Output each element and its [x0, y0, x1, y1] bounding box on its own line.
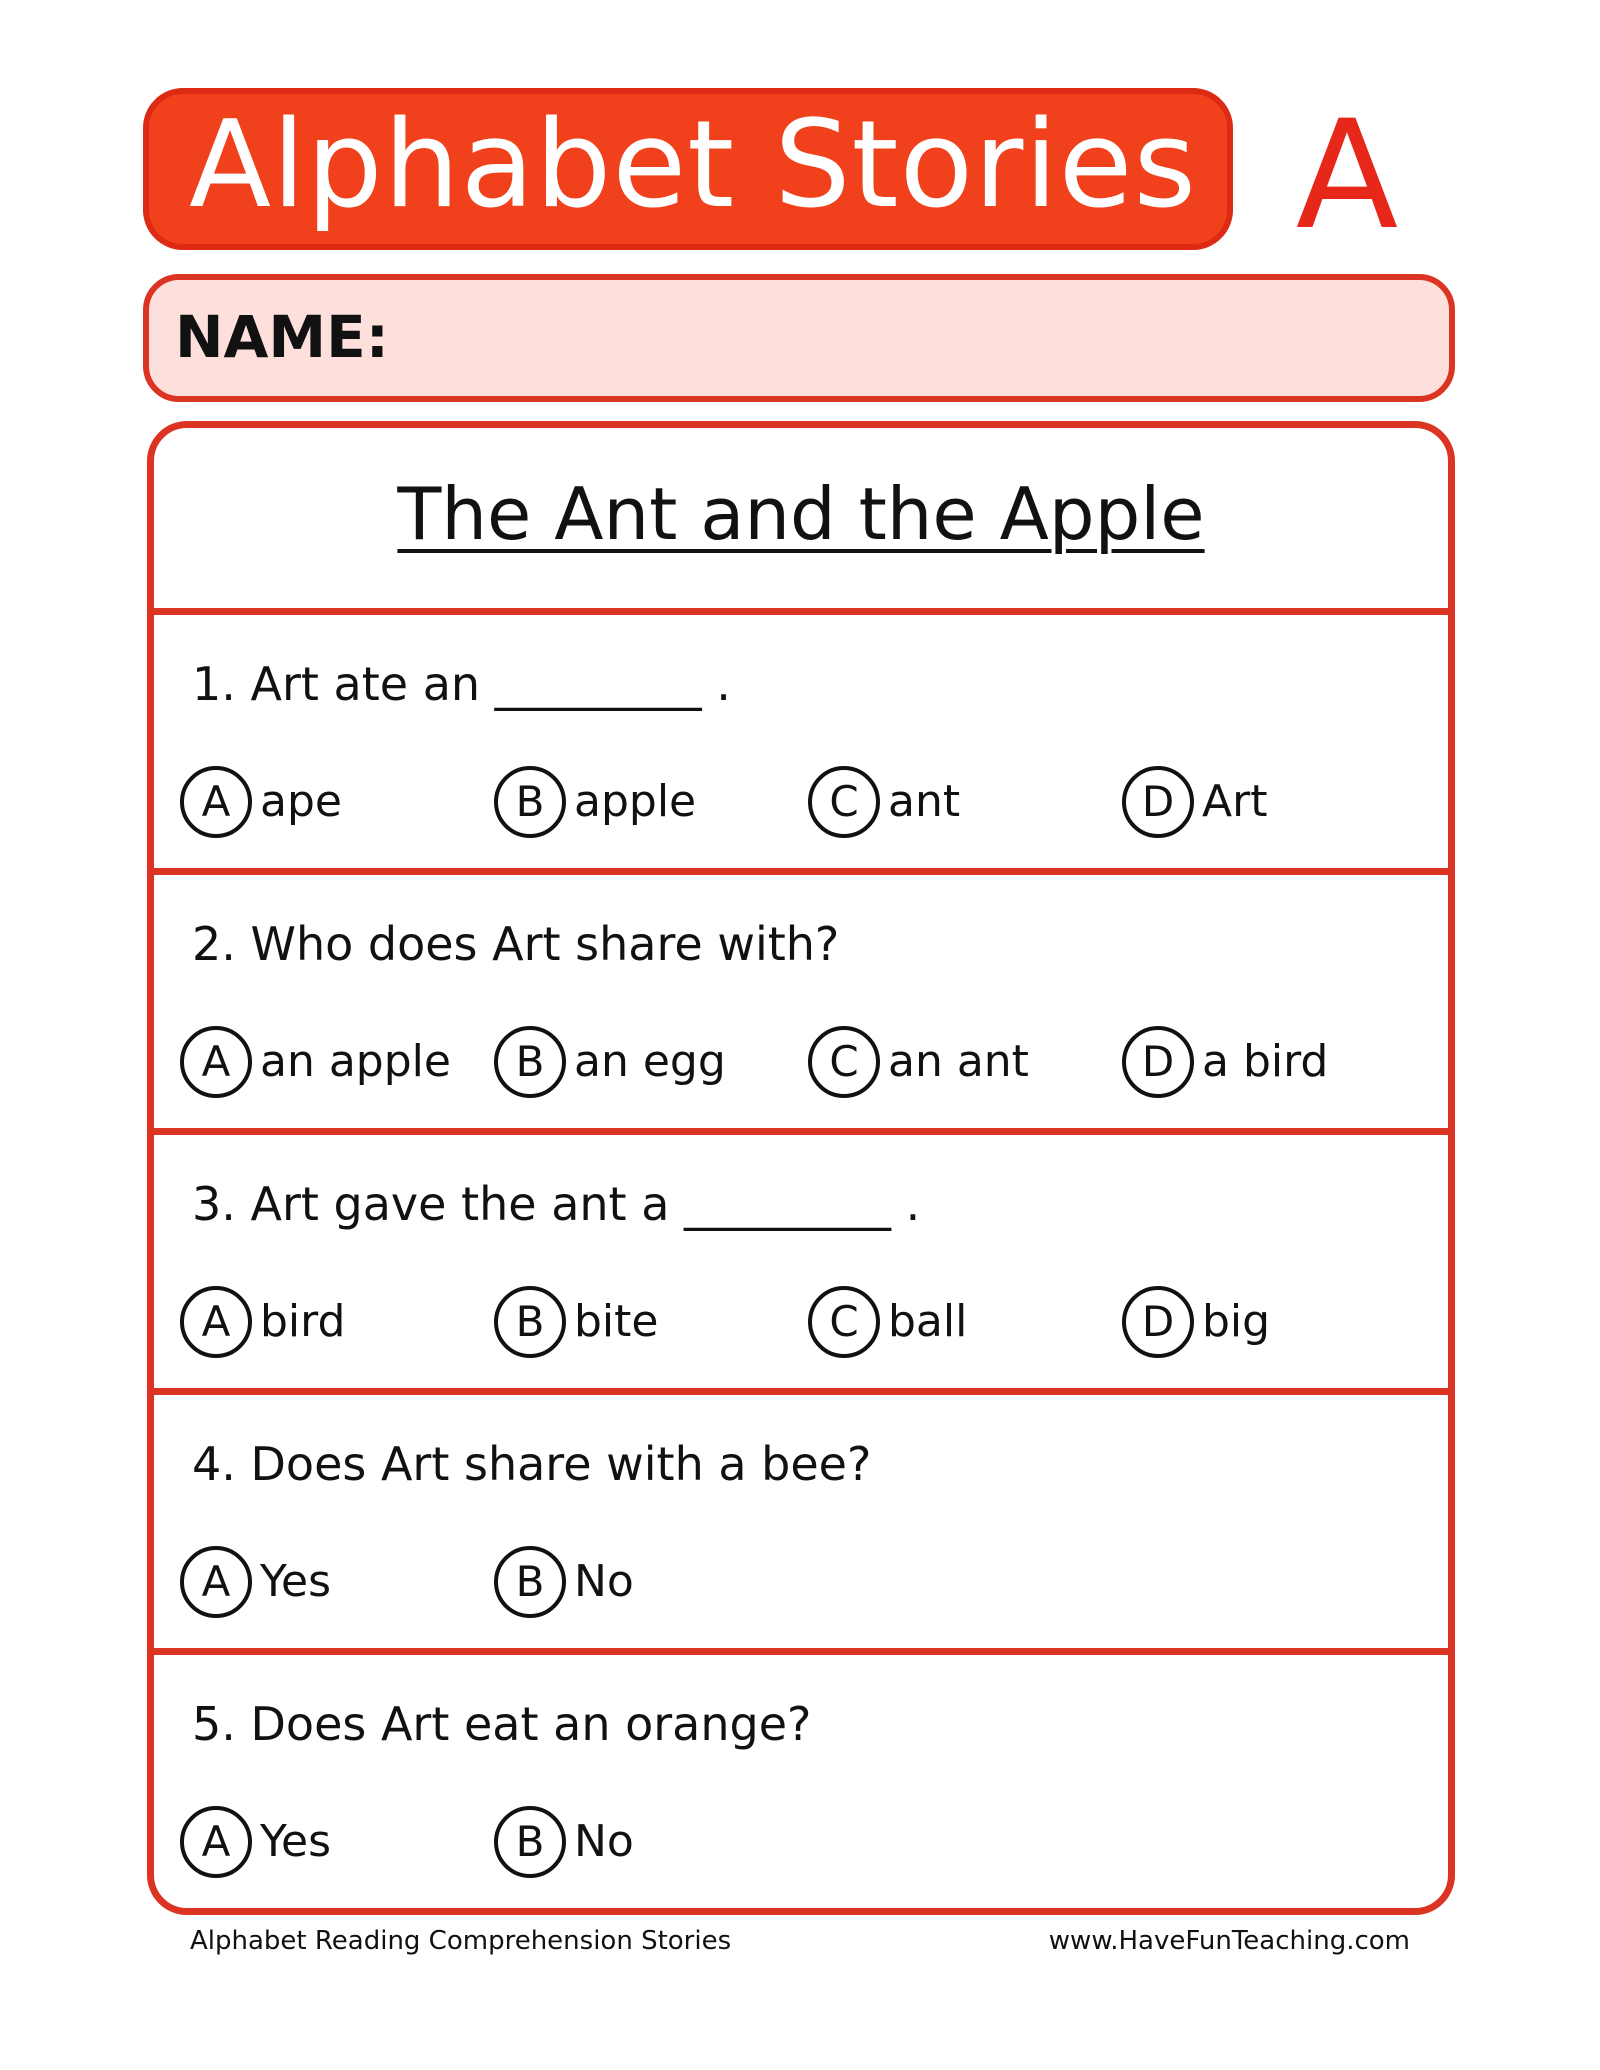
answer-option-a[interactable]	[180, 1801, 331, 1883]
story-title: The Ant and the Apple	[397, 472, 1205, 556]
question-5	[154, 1655, 1448, 1915]
question-1	[154, 615, 1448, 875]
answer-option-a[interactable]	[180, 1541, 331, 1623]
option-text: ant	[888, 776, 961, 827]
answer-option-b[interactable]	[494, 1021, 726, 1103]
option-letter-circle[interactable]: C	[808, 766, 880, 838]
answer-option-b[interactable]	[494, 1801, 634, 1883]
title-banner	[143, 88, 1233, 250]
option-text: Yes	[260, 1816, 332, 1867]
option-text: apple	[574, 776, 697, 827]
question-3	[154, 1135, 1448, 1395]
story-header	[154, 428, 1448, 615]
answer-options	[180, 1281, 1430, 1363]
answer-option-c[interactable]	[808, 1281, 967, 1363]
answer-option-a[interactable]	[180, 1021, 451, 1103]
option-letter-circle[interactable]: C	[808, 1286, 880, 1358]
page-title: Alphabet Stories	[188, 96, 1198, 235]
option-text: ball	[888, 1296, 968, 1347]
question-text: 2. Who does Art share with?	[192, 917, 840, 971]
option-text: No	[574, 1556, 634, 1607]
answer-option-c[interactable]	[808, 761, 960, 843]
question-text: 5. Does Art eat an orange?	[192, 1697, 812, 1751]
answer-option-b[interactable]	[494, 1541, 634, 1623]
worksheet-panel	[147, 421, 1455, 1915]
option-letter-circle[interactable]: D	[1122, 766, 1194, 838]
answer-option-d[interactable]	[1122, 1021, 1328, 1103]
option-text: No	[574, 1816, 634, 1867]
answer-options	[180, 1021, 1430, 1103]
answer-option-c[interactable]	[808, 1021, 1029, 1103]
answer-option-d[interactable]	[1122, 1281, 1270, 1363]
option-letter-circle[interactable]: B	[494, 1806, 566, 1878]
option-letter-circle[interactable]: D	[1122, 1026, 1194, 1098]
option-letter-circle[interactable]: A	[180, 1546, 252, 1618]
option-letter-circle[interactable]: A	[180, 1026, 252, 1098]
option-text: Art	[1202, 776, 1268, 827]
option-letter-circle[interactable]: A	[180, 766, 252, 838]
option-text: big	[1202, 1296, 1271, 1347]
footer-website: www.HaveFunTeaching.com	[1048, 1926, 1410, 1956]
option-letter-circle[interactable]: D	[1122, 1286, 1194, 1358]
option-letter-circle[interactable]: B	[494, 1026, 566, 1098]
option-letter-circle[interactable]: C	[808, 1026, 880, 1098]
option-letter-circle[interactable]: A	[180, 1286, 252, 1358]
option-text: Yes	[260, 1556, 332, 1607]
footer-caption: Alphabet Reading Comprehension Stories	[190, 1926, 732, 1956]
option-text: an ant	[888, 1036, 1029, 1087]
option-text: an egg	[574, 1036, 726, 1087]
answer-options	[180, 761, 1430, 843]
answer-options	[180, 1541, 1430, 1623]
option-text: an apple	[260, 1036, 451, 1087]
option-text: bird	[260, 1296, 346, 1347]
option-text: a bird	[1202, 1036, 1329, 1087]
option-letter-circle[interactable]: A	[180, 1806, 252, 1878]
option-letter-circle[interactable]: B	[494, 766, 566, 838]
option-text: ape	[260, 776, 342, 827]
question-text: 1. Art ate an _________ .	[192, 657, 731, 711]
question-4	[154, 1395, 1448, 1655]
name-field[interactable]	[143, 274, 1455, 402]
option-letter-circle[interactable]: B	[494, 1546, 566, 1618]
answer-options	[180, 1801, 1430, 1883]
answer-option-b[interactable]	[494, 1281, 658, 1363]
option-text: bite	[574, 1296, 659, 1347]
answer-option-b[interactable]	[494, 761, 696, 843]
answer-option-a[interactable]	[180, 1281, 345, 1363]
answer-option-d[interactable]	[1122, 761, 1267, 843]
question-text: 4. Does Art share with a bee?	[192, 1437, 872, 1491]
question-text: 3. Art gave the ant a _________ .	[192, 1177, 921, 1231]
alphabet-letter: A	[1295, 89, 1399, 263]
answer-option-a[interactable]	[180, 761, 342, 843]
name-label: NAME:	[175, 303, 389, 371]
option-letter-circle[interactable]: B	[494, 1286, 566, 1358]
question-2	[154, 875, 1448, 1135]
